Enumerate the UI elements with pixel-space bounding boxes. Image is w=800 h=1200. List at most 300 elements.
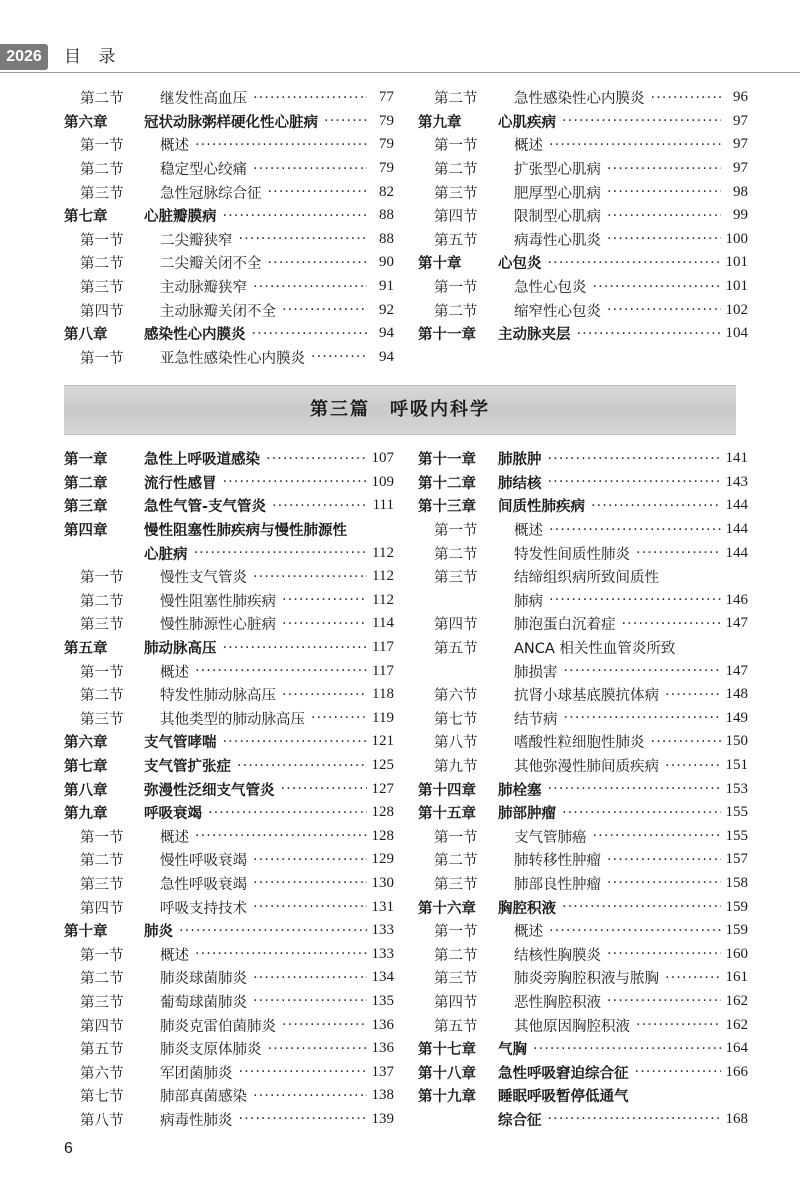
- toc-entry-title: 葡萄球菌肺炎: [160, 994, 247, 1011]
- toc-top-right-column: [418, 86, 748, 346]
- dot-leader: [591, 498, 721, 514]
- toc-entry-title: 主动脉瓣关闭不全: [160, 303, 276, 320]
- toc-entry-page: 88: [379, 207, 394, 224]
- dot-leader: [549, 923, 721, 939]
- toc-section-entry: [64, 966, 394, 990]
- dot-leader: [607, 231, 721, 247]
- toc-entry-label: 第十五章: [418, 806, 476, 823]
- dot-leader: [324, 113, 367, 129]
- toc-entry-title: 间质性肺疾病: [498, 499, 585, 516]
- toc-entry-page: 159: [725, 898, 748, 915]
- toc-entry-title: 肥厚型心肌病: [514, 185, 601, 202]
- toc-entry-page: 149: [725, 709, 748, 726]
- toc-section-entry: [64, 180, 394, 204]
- toc-entry-page: 133: [371, 922, 394, 939]
- toc-entry-label: 第九章: [64, 806, 108, 823]
- dot-leader: [237, 758, 367, 774]
- toc-entry-label: 第五节: [434, 232, 478, 249]
- toc-entry-label: 第二节: [80, 593, 124, 610]
- toc-entry-page: 128: [371, 804, 394, 821]
- toc-entry-label: 第二节: [80, 688, 124, 705]
- toc-entry-title: 肺部良性肿瘤: [514, 876, 601, 893]
- dot-leader: [239, 1064, 368, 1080]
- toc-entry-page: 97: [733, 136, 748, 153]
- toc-section-entry: [418, 966, 748, 990]
- toc-chapter-entry: [64, 636, 394, 660]
- toc-section-entry: [64, 1037, 394, 1061]
- toc-entry-title: 结核性胸膜炎: [514, 947, 601, 964]
- toc-entry-label: 第四节: [80, 900, 124, 917]
- dot-leader: [223, 640, 368, 656]
- toc-entry-title: 特发性间质性肺炎: [514, 546, 630, 563]
- toc-entry-page: 144: [725, 521, 748, 538]
- toc-section-entry: [64, 346, 394, 370]
- toc-chapter-entry: [418, 251, 748, 275]
- toc-entry-page: 101: [725, 254, 748, 271]
- toc-entry-page: 159: [725, 922, 748, 939]
- dot-leader: [607, 875, 721, 891]
- dot-leader: [252, 326, 368, 342]
- toc-entry-page: 109: [371, 473, 394, 490]
- toc-section-entry: [64, 895, 394, 919]
- toc-section-entry: [64, 612, 394, 636]
- toc-entry-title: 限制型心肌病: [514, 209, 601, 226]
- toc-entry-title: 肺部真菌感染: [160, 1089, 247, 1106]
- toc-section-entry: [418, 1013, 748, 1037]
- toc-section-entry: [418, 636, 748, 660]
- toc-entry-title: 慢性阻塞性肺疾病: [160, 593, 276, 610]
- toc-entry-label: 第八章: [64, 327, 108, 344]
- toc-entry-label: 第四节: [434, 617, 478, 634]
- toc-entry-title: 急性呼吸衰竭: [160, 876, 247, 893]
- toc-entry-title: 睡眠呼吸暂停低通气: [498, 1089, 629, 1106]
- toc-entry-label: 第二节: [434, 303, 478, 320]
- dot-leader: [253, 279, 367, 295]
- toc-section-entry: [64, 589, 394, 613]
- toc-entry-label: 第五节: [434, 641, 478, 658]
- toc-section-entry: [64, 298, 394, 322]
- toc-entry-label: 第八节: [80, 1112, 124, 1129]
- toc-entry-title: 呼吸支持技术: [160, 900, 247, 917]
- toc-entry-title: 亚急性感染性心内膜炎: [160, 350, 305, 367]
- toc-chapter-entry: [64, 754, 394, 778]
- dot-leader: [549, 522, 721, 538]
- toc-entry-page: 117: [372, 639, 394, 656]
- year-tag: 2026: [0, 44, 48, 70]
- toc-entry-label: 第五章: [64, 641, 108, 658]
- dot-leader: [607, 946, 721, 962]
- toc-entry-label: 第十一章: [418, 452, 476, 469]
- toc-entry-page: 100: [725, 230, 748, 247]
- dot-leader: [266, 451, 367, 467]
- toc-section-entry: [418, 872, 748, 896]
- toc-section-entry: [418, 659, 748, 683]
- toc-chapter-entry: [64, 919, 394, 943]
- dot-leader: [533, 1041, 721, 1057]
- dot-leader: [179, 923, 367, 939]
- toc-entry-title: 继发性高血压: [160, 91, 247, 108]
- toc-entry-title: 肺炎旁胸腔积液与脓胸: [514, 971, 659, 988]
- toc-entry-label: 第三节: [434, 185, 478, 202]
- toc-section-entry: [64, 942, 394, 966]
- toc-entry-title: 弥漫性泛细支气管炎: [144, 782, 275, 799]
- toc-entry-page: 102: [725, 301, 748, 318]
- toc-entry-page: 97: [733, 160, 748, 177]
- toc-entry-title: 支气管哮喘: [144, 735, 217, 752]
- toc-entry-title: 慢性肺源性心脏病: [160, 617, 276, 634]
- toc-entry-page: 137: [371, 1063, 394, 1080]
- toc-section-entry: [64, 848, 394, 872]
- toc-entry-title: 急性心包炎: [514, 280, 587, 297]
- toc-entry-title: 感染性心内膜炎: [144, 327, 246, 344]
- toc-entry-label: 第一节: [434, 280, 478, 297]
- toc-entry-label: 第七章: [64, 209, 108, 226]
- toc-entry-label: 第二节: [434, 546, 478, 563]
- toc-entry-label: 第一节: [80, 664, 124, 681]
- dot-leader: [253, 993, 367, 1009]
- toc-entry-label: 第三节: [434, 570, 478, 587]
- toc-entry-title: 其他原因胸腔积液: [514, 1018, 630, 1035]
- toc-entry-label: 第二节: [434, 853, 478, 870]
- toc-entry-title: 概述: [160, 947, 189, 964]
- toc-section-entry: [64, 228, 394, 252]
- toc-entry-label: 第一节: [80, 232, 124, 249]
- toc-chapter-entry: [64, 322, 394, 346]
- toc-entry-title: 心包炎: [498, 256, 542, 273]
- toc-top-left-column: [64, 86, 394, 369]
- toc-entry-title: 肺损害: [514, 664, 558, 681]
- toc-entry-page: 158: [725, 874, 748, 891]
- dot-leader: [223, 208, 368, 224]
- dot-leader: [562, 113, 721, 129]
- toc-entry-title: 缩窄性心包炎: [514, 303, 601, 320]
- toc-entry-label: 第七节: [80, 1089, 124, 1106]
- toc-entry-page: 127: [371, 780, 394, 797]
- toc-entry-page: 99: [733, 207, 748, 224]
- toc-entry-title: 病毒性心肌炎: [514, 232, 601, 249]
- toc-entry-title: 其他弥漫性肺间质疾病: [514, 759, 659, 776]
- header-divider: [0, 72, 800, 73]
- toc-entry-title: 胸腔积液: [498, 900, 556, 917]
- toc-entry-label: 第三节: [434, 876, 478, 893]
- toc-entry-title: 概述: [514, 138, 543, 155]
- toc-entry-page: 162: [725, 992, 748, 1009]
- dot-leader: [282, 616, 367, 632]
- dot-leader: [562, 805, 721, 821]
- toc-entry-page: 79: [379, 112, 394, 129]
- toc-entry-label: 第四节: [434, 209, 478, 226]
- dot-leader: [253, 875, 367, 891]
- dot-leader: [636, 1017, 721, 1033]
- toc-entry-page: 111: [372, 497, 394, 514]
- toc-entry-label: 第十章: [64, 924, 108, 941]
- toc-entry-label: 第三节: [80, 185, 124, 202]
- toc-entry-label: 第五节: [434, 1018, 478, 1035]
- toc-entry-page: 155: [725, 804, 748, 821]
- toc-entry-page: 112: [372, 568, 394, 585]
- toc-entry-page: 90: [379, 254, 394, 271]
- toc-entry-title: 概述: [160, 664, 189, 681]
- toc-entry-label: 第二章: [64, 475, 108, 492]
- toc-entry-label: 第五节: [80, 1042, 124, 1059]
- toc-entry-title: 急性呼吸窘迫综合征: [498, 1065, 629, 1082]
- dot-leader: [636, 545, 721, 561]
- toc-entry-title: 肺泡蛋白沉着症: [514, 617, 616, 634]
- toc-entry-title: 二尖瓣狭窄: [160, 232, 233, 249]
- toc-entry-page: 160: [725, 945, 748, 962]
- toc-section-entry: [418, 612, 748, 636]
- dot-leader: [665, 970, 721, 986]
- toc-entry-label: 第十六章: [418, 900, 476, 917]
- dot-leader: [635, 1064, 722, 1080]
- toc-chapter-entry: [64, 494, 394, 518]
- toc-chapter-entry: [64, 204, 394, 228]
- dot-leader: [549, 137, 721, 153]
- toc-entry-title: 综合征: [498, 1112, 542, 1129]
- toc-section-entry: [64, 275, 394, 299]
- dot-leader: [282, 687, 367, 703]
- toc-chapter-entry: [418, 110, 748, 134]
- toc-chapter-entry: [64, 447, 394, 471]
- toc-entry-page: 107: [371, 450, 394, 467]
- toc-entry-title: 急性气管-支气管炎: [144, 499, 267, 516]
- dot-leader: [194, 545, 368, 561]
- toc-entry-label: 第七章: [64, 759, 108, 776]
- toc-entry-title: 慢性阻塞性肺疾病与慢性肺源性: [144, 523, 347, 540]
- toc-entry-label: 第三章: [64, 499, 108, 516]
- toc-entry-label: 第一节: [80, 570, 124, 587]
- toc-entry-title: 慢性支气管炎: [160, 570, 247, 587]
- toc-entry-label: 第十九章: [418, 1089, 476, 1106]
- toc-entry-label: 第二节: [434, 91, 478, 108]
- toc-entry-label: 第十四章: [418, 782, 476, 799]
- toc-chapter-entry: [64, 777, 394, 801]
- toc-entry-page: 104: [725, 325, 748, 342]
- toc-section-entry: [64, 157, 394, 181]
- toc-entry-label: 第一节: [434, 523, 478, 540]
- toc-entry-title: 肺脓肿: [498, 452, 542, 469]
- toc-chapter-entry: [418, 895, 748, 919]
- toc-entry-label: 第七节: [434, 711, 478, 728]
- toc-entry-title: 概述: [514, 924, 543, 941]
- toc-entry-page: 119: [372, 709, 394, 726]
- toc-entry-page: 147: [725, 615, 748, 632]
- toc-entry-title: 支气管扩张症: [144, 759, 231, 776]
- toc-section-entry: [418, 919, 748, 943]
- toc-entry-title: 慢性呼吸衰竭: [160, 853, 247, 870]
- dot-leader: [311, 710, 367, 726]
- dot-leader: [253, 161, 367, 177]
- dot-leader: [253, 569, 367, 585]
- toc-entry-label: 第二节: [434, 162, 478, 179]
- toc-entry-label: 第三节: [80, 994, 124, 1011]
- toc-section-entry: [64, 1084, 394, 1108]
- dot-leader: [311, 349, 367, 365]
- toc-entry-label: 第二节: [80, 256, 124, 273]
- toc-entry-page: 151: [725, 757, 748, 774]
- toc-section-entry: [418, 86, 748, 110]
- toc-section-entry: [418, 133, 748, 157]
- toc-section-entry: [64, 683, 394, 707]
- toc-chapter-entry: [418, 322, 748, 346]
- toc-entry-title: 病毒性肺炎: [160, 1112, 233, 1129]
- dot-leader: [548, 451, 722, 467]
- toc-entry-page: 130: [371, 874, 394, 891]
- dot-leader: [239, 231, 368, 247]
- dot-leader: [253, 1088, 367, 1104]
- dot-leader: [272, 498, 367, 514]
- toc-entry-page: 135: [371, 992, 394, 1009]
- toc-entry-page: 118: [372, 686, 394, 703]
- toc-chapter-entry: [418, 801, 748, 825]
- toc-entry-label: 第一节: [434, 829, 478, 846]
- toc-entry-label: 第四节: [80, 1018, 124, 1035]
- toc-section-entry: [418, 565, 748, 589]
- toc-entry-page: 128: [371, 827, 394, 844]
- toc-bottom-right-column: [418, 447, 748, 1131]
- toc-section-entry: [418, 707, 748, 731]
- toc-entry-label: 第二节: [80, 853, 124, 870]
- dot-leader: [665, 758, 721, 774]
- dot-leader: [548, 255, 722, 271]
- dot-leader: [651, 90, 722, 106]
- dot-leader: [268, 184, 368, 200]
- dot-leader: [282, 592, 367, 608]
- toc-entry-page: 94: [379, 348, 394, 365]
- dot-leader: [281, 781, 368, 797]
- toc-entry-label: 第一节: [80, 138, 124, 155]
- toc-entry-label: 第二节: [80, 91, 124, 108]
- toc-entry-label: 第十二章: [418, 475, 476, 492]
- toc-entry-label: 第十三章: [418, 499, 476, 516]
- toc-entry-page: 155: [725, 827, 748, 844]
- toc-entry-title: 肺转移性肿瘤: [514, 853, 601, 870]
- toc-section-entry: [418, 298, 748, 322]
- dot-leader: [607, 993, 721, 1009]
- toc-entry-page: 96: [733, 89, 748, 106]
- toc-entry-page: 82: [379, 183, 394, 200]
- toc-entry-label: 第三节: [80, 711, 124, 728]
- part-title: 第三篇 呼吸内科学: [310, 399, 490, 420]
- toc-entry-title: 主动脉夹层: [498, 327, 571, 344]
- toc-section-entry: [418, 180, 748, 204]
- toc-chapter-entry: [64, 110, 394, 134]
- dot-leader: [223, 474, 368, 490]
- toc-entry-page: 147: [725, 662, 748, 679]
- toc-section-entry: [418, 730, 748, 754]
- toc-chapter-entry: [418, 494, 748, 518]
- toc-entry-label: 第三节: [434, 971, 478, 988]
- dot-leader: [607, 302, 721, 318]
- toc-section-entry: [418, 848, 748, 872]
- toc-entry-page: 101: [725, 278, 748, 295]
- dot-leader: [607, 161, 721, 177]
- dot-leader: [253, 899, 367, 915]
- part-banner: [64, 385, 736, 435]
- toc-entry-page: 141: [725, 450, 748, 467]
- toc-entry-title: 扩张型心肌病: [514, 162, 601, 179]
- toc-entry-page: 129: [371, 851, 394, 868]
- toc-chapter-entry: [418, 447, 748, 471]
- toc-entry-page: 121: [371, 733, 394, 750]
- toc-chapter-entry: [418, 1108, 748, 1132]
- dot-leader: [622, 616, 722, 632]
- toc-chapter-entry: [64, 541, 394, 565]
- toc-section-entry: [418, 589, 748, 613]
- toc-entry-title: 急性感染性心内膜炎: [514, 91, 645, 108]
- toc-entry-label: 第二节: [434, 947, 478, 964]
- dot-leader: [548, 474, 722, 490]
- toc-entry-page: 117: [372, 662, 394, 679]
- toc-entry-label: 第一节: [434, 138, 478, 155]
- dot-leader: [268, 255, 368, 271]
- toc-entry-label: 第四章: [64, 523, 108, 540]
- toc-section-entry: [418, 683, 748, 707]
- toc-entry-label: 第九章: [418, 114, 462, 131]
- toc-entry-label: 第九节: [434, 759, 478, 776]
- toc-entry-label: 第八节: [434, 735, 478, 752]
- toc-entry-title: 冠状动脉粥样硬化性心脏病: [144, 114, 318, 131]
- toc-entry-page: 97: [733, 112, 748, 129]
- toc-entry-page: 79: [379, 136, 394, 153]
- dot-leader: [564, 663, 722, 679]
- toc-section-entry: [64, 707, 394, 731]
- toc-entry-title: 肺炎球菌肺炎: [160, 971, 247, 988]
- toc-entry-page: 77: [379, 89, 394, 106]
- dot-leader: [282, 302, 367, 318]
- toc-section-entry: [418, 990, 748, 1014]
- toc-entry-label: 第十一章: [418, 327, 476, 344]
- dot-leader: [282, 1017, 367, 1033]
- dot-leader: [223, 734, 368, 750]
- toc-section-entry: [64, 565, 394, 589]
- toc-entry-title: 军团菌肺炎: [160, 1065, 233, 1082]
- dot-leader: [208, 805, 367, 821]
- toc-chapter-entry: [64, 801, 394, 825]
- toc-chapter-entry: [64, 730, 394, 754]
- toc-entry-title: 二尖瓣关闭不全: [160, 256, 262, 273]
- toc-section-entry: [418, 518, 748, 542]
- dot-leader: [239, 1111, 368, 1127]
- toc-entry-page: 94: [379, 325, 394, 342]
- toc-entry-page: 125: [371, 757, 394, 774]
- toc-entry-label: 第六节: [434, 688, 478, 705]
- dot-leader: [562, 899, 721, 915]
- toc-entry-page: 144: [725, 497, 748, 514]
- dot-leader: [564, 710, 722, 726]
- toc-entry-title: 心肌疾病: [498, 114, 556, 131]
- toc-entry-page: 136: [371, 1016, 394, 1033]
- toc-entry-label: 第一节: [80, 947, 124, 964]
- toc-entry-title: 嗜酸性粒细胞性肺炎: [514, 735, 645, 752]
- toc-entry-title: 流行性感冒: [144, 475, 217, 492]
- dot-leader: [549, 592, 721, 608]
- toc-entry-title: 肺炎克雷伯菌肺炎: [160, 1018, 276, 1035]
- toc-chapter-entry: [64, 518, 394, 542]
- dot-leader: [593, 279, 722, 295]
- toc-entry-label: 第一节: [434, 924, 478, 941]
- toc-entry-label: 第二节: [80, 162, 124, 179]
- toc-entry-label: 第六章: [64, 114, 108, 131]
- toc-entry-title: 急性冠脉综合征: [160, 185, 262, 202]
- toc-entry-label: 第三节: [80, 876, 124, 893]
- toc-entry-title: 概述: [160, 138, 189, 155]
- toc-entry-label: 第十八章: [418, 1065, 476, 1082]
- dot-leader: [253, 970, 367, 986]
- toc-section-entry: [64, 659, 394, 683]
- toc-chapter-entry: [418, 777, 748, 801]
- toc-bottom-left-column: [64, 447, 394, 1131]
